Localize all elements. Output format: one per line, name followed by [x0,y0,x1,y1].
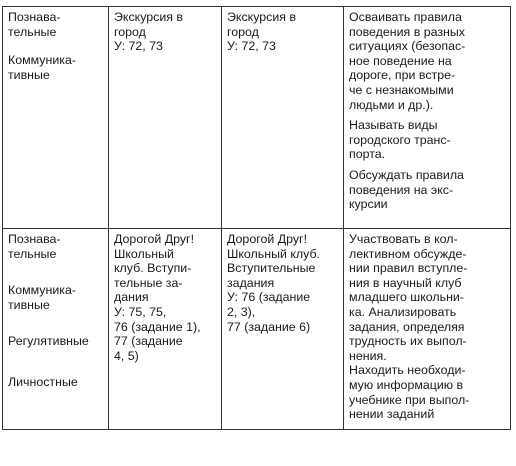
topic-cell [222,229,344,430]
topic-title: Экскурсия в город [114,10,184,39]
competency-label: Познава- тельные [8,232,61,261]
topic-cell [109,229,222,430]
curriculum-table [2,6,511,430]
competency-label: Личностные [8,374,78,389]
topic-title: Дорогой Друг! Школьный клуб. Вступи- тельные за- дания У: 75, 75, 76 (задание 1), 77 (задание 4, 5) [114,232,201,363]
topic-title: Экскурсия в город [227,10,297,39]
competency-label: Коммуника- тивные [8,283,76,312]
competency-cell [3,229,109,430]
activity-text: Называть виды городского транс- порта. [349,118,451,162]
topic-cell [222,7,344,229]
topic-title: Дорогой Друг! Школьный клуб. Вступительные задания У: 76 (задание 2, 3), 77 (задание 6) [227,232,320,334]
activity-text: Находить необходи- мую информацию в учебнике при выпол- нении заданий [349,363,470,422]
activity-text: Обсуждать правила поведения на экс- курсии [349,167,464,212]
textbook-pages: У: 72, 73 [227,39,276,54]
table-row [3,7,511,229]
topic-cell [109,7,222,229]
competency-label: Познава- тельные [8,10,61,39]
competency-cell [3,7,109,229]
activity-cell [344,7,511,229]
competency-label: Коммуника- тивные [8,53,76,82]
competency-label: Регулятивные [8,334,89,349]
activity-text: Участвовать в кол- лективном обсужде- нии правил вступле- ния в научный клуб младшего школьни- ка. Анализировать задания, определяя трудность их выпол- нения. [349,232,468,363]
table-row [3,229,511,430]
textbook-pages: У: 72, 73 [114,39,163,54]
activity-cell [344,229,511,430]
activity-text: Осваивать правила поведения в разных ситуациях (безопас- ное поведение на дороге, при встре- че с незнакомыми людьми и др.). [349,10,466,112]
